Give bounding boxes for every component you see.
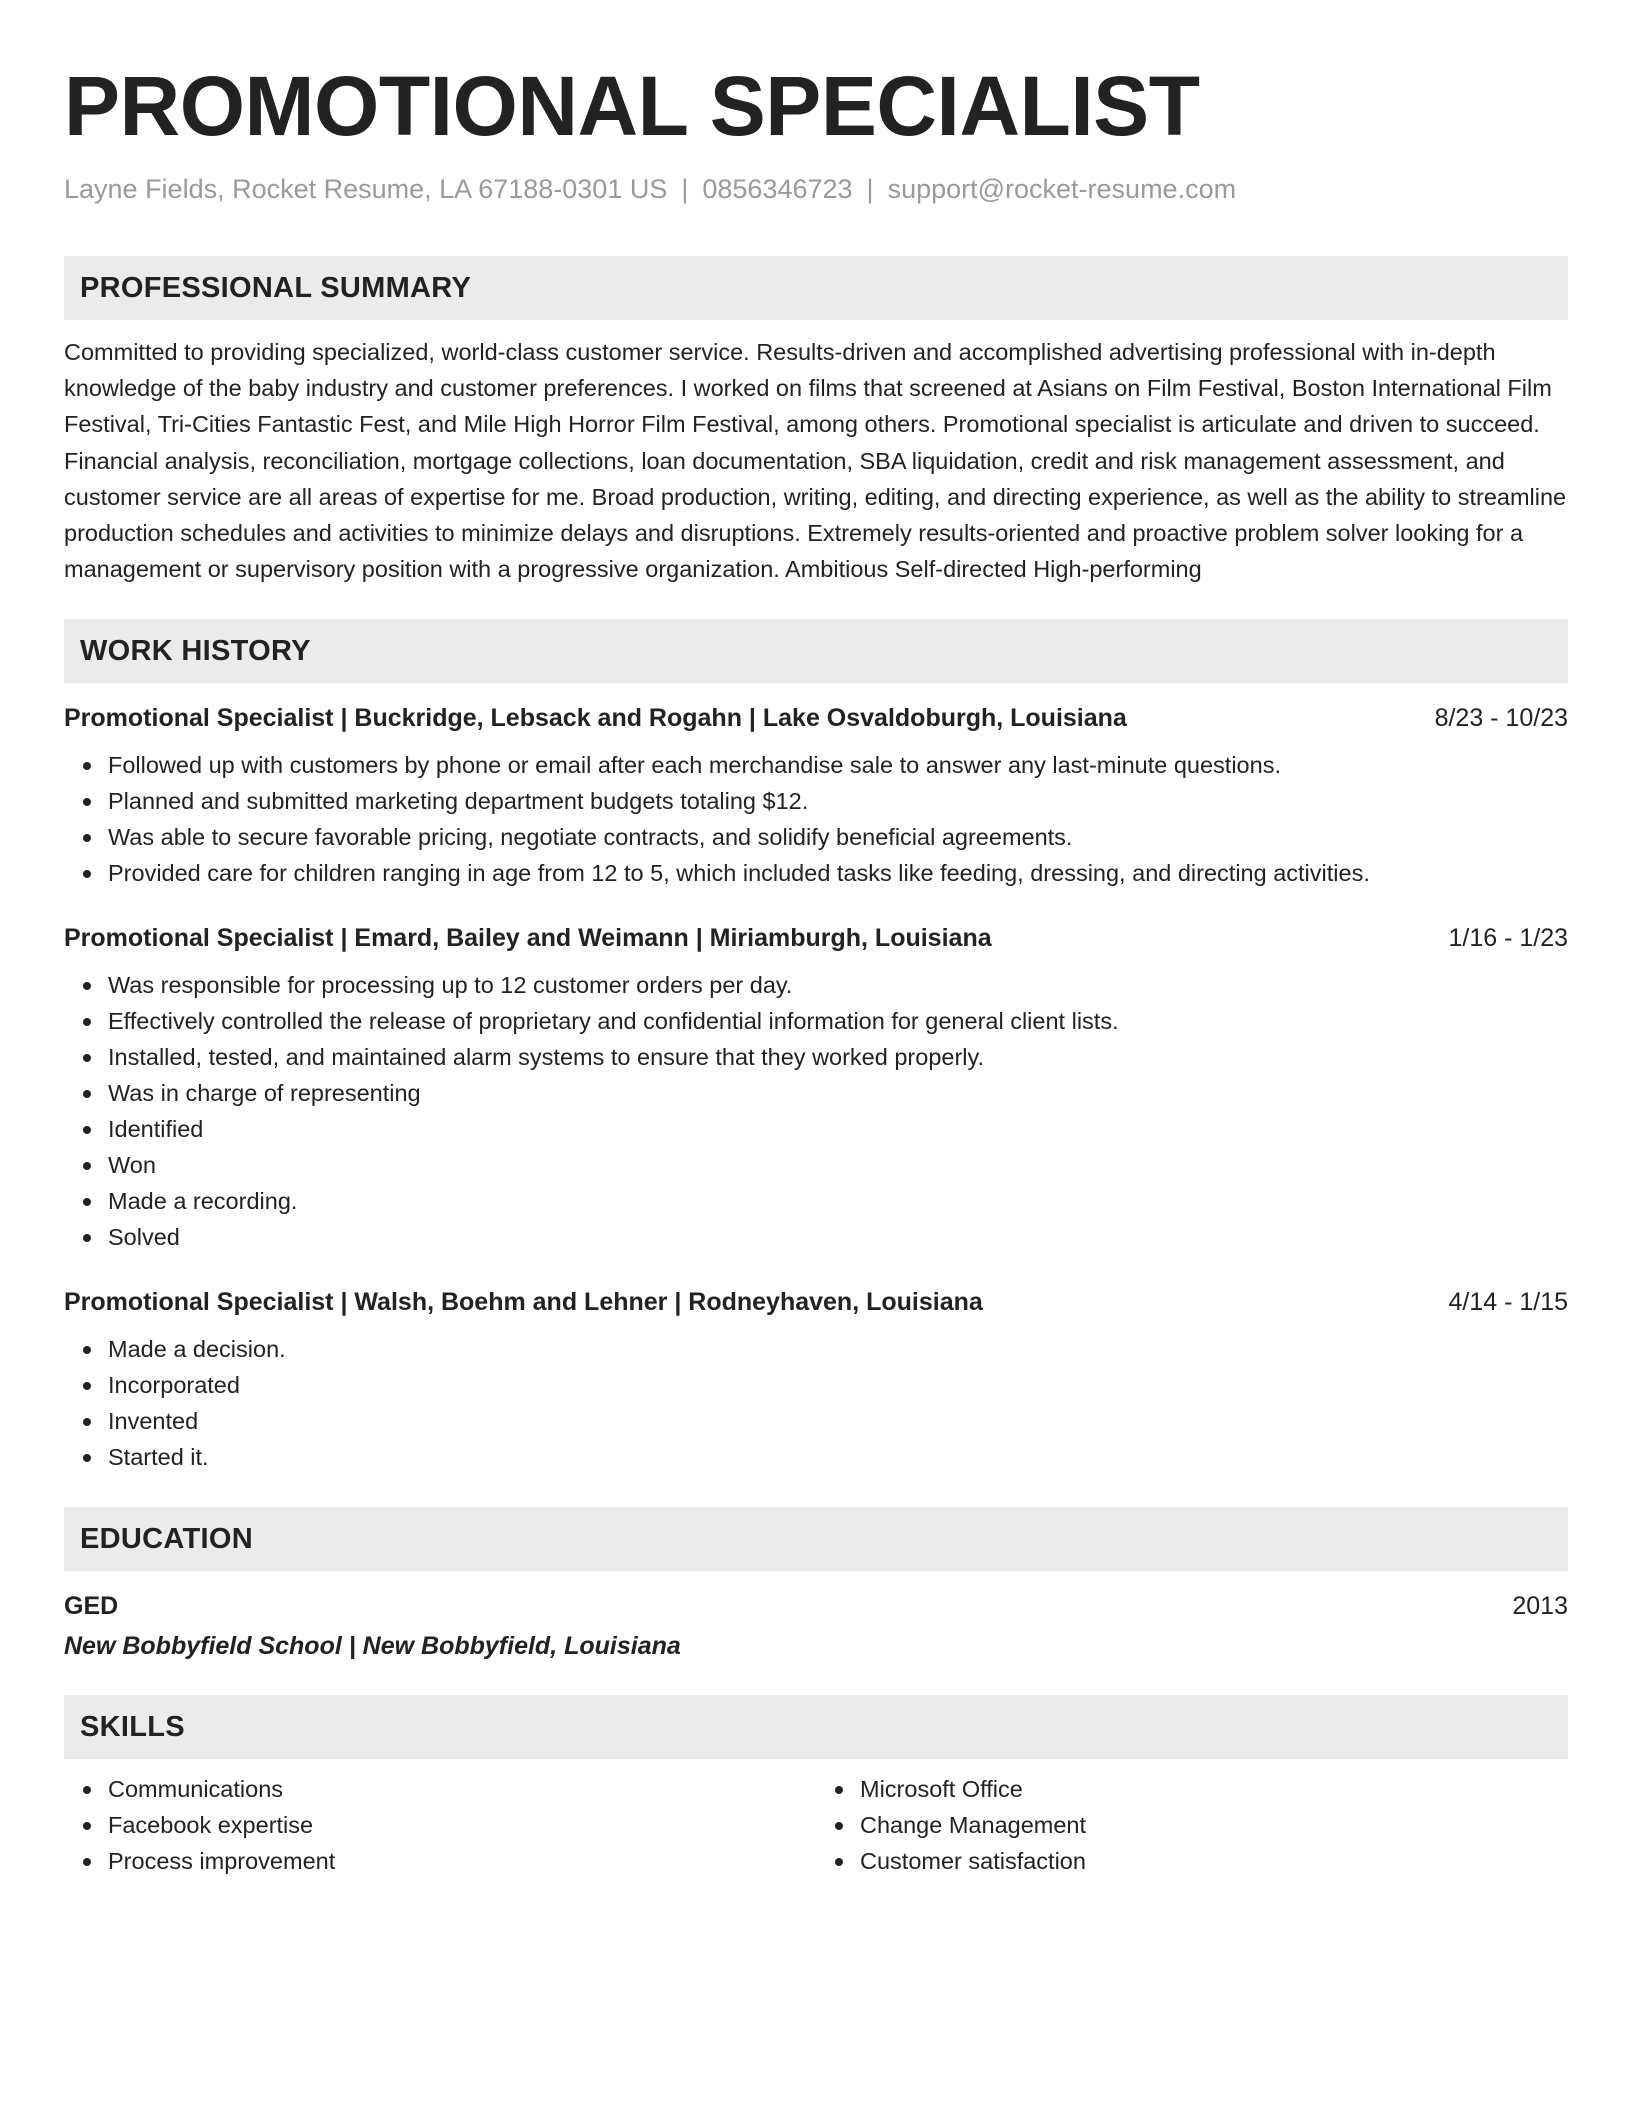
skill-item: Customer satisfaction — [860, 1843, 1568, 1879]
job-bullet: Made a decision. — [108, 1331, 1568, 1367]
job-header — [64, 921, 1568, 955]
skills-heading: SKILLS — [64, 1695, 1568, 1759]
skill-item: Change Management — [860, 1807, 1568, 1843]
job-bullet: Was able to secure favorable pricing, negotiate contracts, and solidify beneficial agreements. — [108, 819, 1568, 855]
skills-column-right — [816, 1771, 1568, 1879]
education-entry — [64, 1589, 1568, 1663]
job-bullet: Was responsible for processing up to 12 customer orders per day. — [108, 967, 1568, 1003]
job-bullets — [64, 1331, 1568, 1475]
job-bullets — [64, 747, 1568, 891]
job-bullet: Identified — [108, 1111, 1568, 1147]
education-year: 2013 — [1512, 1592, 1568, 1621]
job-header — [64, 701, 1568, 735]
education-section — [64, 1507, 1568, 1663]
skill-item: Communications — [108, 1771, 816, 1807]
job-title: Promotional Specialist | Emard, Bailey and Weimann | Miriamburgh, Louisiana — [64, 924, 992, 953]
contact-address: Layne Fields, Rocket Resume, LA 67188-0301 US — [64, 174, 668, 204]
job-bullet: Provided care for children ranging in age from 12 to 5, which included tasks like feeding, dressing, and directing activities. — [108, 855, 1568, 891]
job-bullet: Incorporated — [108, 1367, 1568, 1403]
job-bullet: Started it. — [108, 1439, 1568, 1475]
skills-list — [816, 1771, 1568, 1879]
skills-list — [64, 1771, 816, 1879]
job-dates: 8/23 - 10/23 — [1434, 704, 1568, 733]
skill-item: Facebook expertise — [108, 1807, 816, 1843]
resume-name: PROMOTIONAL SPECIALIST — [64, 59, 1200, 153]
contact-line — [64, 172, 1568, 206]
job-dates: 1/16 - 1/23 — [1448, 924, 1568, 953]
job-dates: 4/14 - 1/15 — [1448, 1288, 1568, 1317]
job-entry — [64, 701, 1568, 891]
job-bullet: Followed up with customers by phone or email after each merchandise sale to answer any last-minute questions. — [108, 747, 1568, 783]
summary-section — [64, 256, 1568, 587]
contact-separator: | — [866, 174, 874, 204]
skill-item: Process improvement — [108, 1843, 816, 1879]
job-title: Promotional Specialist | Buckridge, Lebsack and Rogahn | Lake Osvaldoburgh, Louisiana — [64, 704, 1127, 733]
work-history-heading: WORK HISTORY — [64, 619, 1568, 683]
contact-email: support@rocket-resume.com — [887, 174, 1237, 204]
job-bullets — [64, 967, 1568, 1255]
job-bullet: Won — [108, 1147, 1568, 1183]
education-header — [64, 1589, 1568, 1623]
education-heading: EDUCATION — [64, 1507, 1568, 1571]
job-bullet: Invented — [108, 1403, 1568, 1439]
contact-separator: | — [681, 174, 689, 204]
skills-section — [64, 1695, 1568, 1879]
work-history-section — [64, 619, 1568, 1475]
job-bullet: Made a recording. — [108, 1183, 1568, 1219]
job-bullet: Installed, tested, and maintained alarm systems to ensure that they worked properly. — [108, 1039, 1568, 1075]
job-entry — [64, 1285, 1568, 1475]
job-bullet: Was in charge of representing — [108, 1075, 1568, 1111]
job-bullet: Planned and submitted marketing department budgets totaling $12. — [108, 783, 1568, 819]
summary-heading: PROFESSIONAL SUMMARY — [64, 256, 1568, 320]
skills-grid — [64, 1771, 1568, 1879]
education-degree: GED — [64, 1592, 119, 1621]
job-bullet: Solved — [108, 1219, 1568, 1255]
skill-item: Microsoft Office — [860, 1771, 1568, 1807]
summary-text: Committed to providing specialized, world-class customer service. Results-driven and accomplished advertising professional with in-depth knowledge of the baby industry and customer preferences. I worked on films that screened at Asians on Film Festival, Boston International Film Festival, Tri-Cities Fantastic Fest, and Mile High Horror Film Festival, among others. Promotional specialist is articulate and driven to succeed. Financial analysis, reconciliation, mortgage collections, loan documentation, SBA liquidation, credit and risk management assessment, and customer service are all areas of expertise for me. Broad production, writing, editing, and directing experience, as well as the ability to streamline production schedules and activities to minimize delays and disruptions. Extremely results-oriented and proactive problem solver looking for a management or supervisory position with a progressive organization. Ambitious Self-directed High-performing — [64, 339, 1567, 583]
job-entry — [64, 921, 1568, 1255]
skills-column-left — [64, 1771, 816, 1879]
job-header — [64, 1285, 1568, 1319]
job-bullet: Effectively controlled the release of proprietary and confidential information for general client lists. — [108, 1003, 1568, 1039]
contact-phone: 0856346723 — [702, 174, 853, 204]
job-title: Promotional Specialist | Walsh, Boehm and Lehner | Rodneyhaven, Louisiana — [64, 1288, 983, 1317]
education-school: New Bobbyfield School | New Bobbyfield, Louisiana — [64, 1632, 681, 1661]
